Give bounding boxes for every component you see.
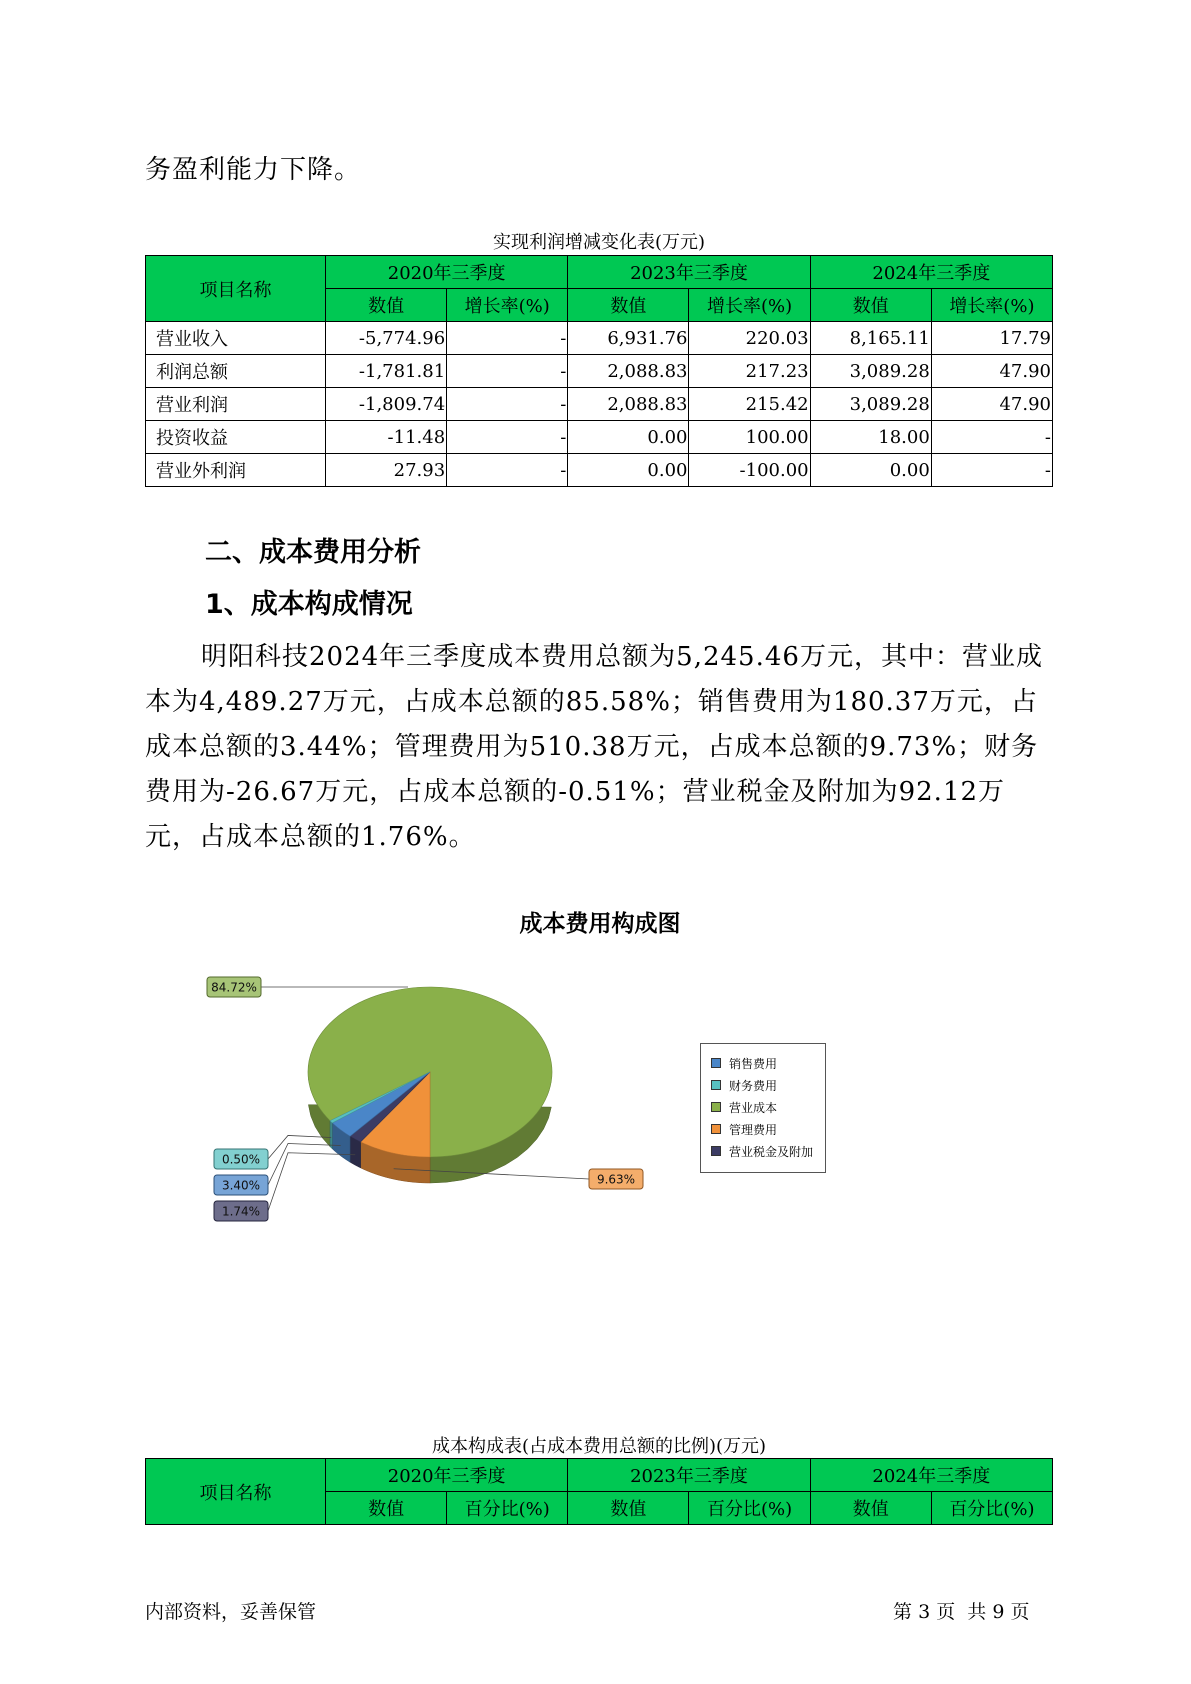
- row-name: 投资收益: [146, 421, 326, 454]
- cell-value: -: [447, 388, 568, 421]
- data-label: 3.40%: [221, 1178, 261, 1193]
- cell-value: 18.00: [810, 421, 931, 454]
- cost-paragraph: 明阳科技2024年三季度成本费用总额为5,245.46万元，其中：营业成本为4,489.27万元，占成本总额的85.58%；销售费用为180.37万元，占成本总额的3.44%；管理费用为510.38万元，占成本总额的9.73%；财务费用为-26.67万元，占成本总额的-0.51%；营业税金及附加为92.12万元，占成本总额的1.76%。: [145, 642, 1043, 852]
- col-header-2020: 2020年三季度: [326, 256, 568, 289]
- sub-header-value: 数值: [326, 1492, 447, 1525]
- cell-value: -: [447, 355, 568, 388]
- cell-value: 220.03: [689, 322, 810, 355]
- sub-header-value: 数值: [568, 289, 689, 322]
- leader-line: [268, 1135, 331, 1159]
- cell-value: -: [447, 322, 568, 355]
- sub-header-value: 数值: [326, 289, 447, 322]
- sub-header-pct: 百分比(%): [931, 1492, 1052, 1525]
- page-number: 3: [918, 1601, 931, 1623]
- cell-value: -5,774.96: [326, 322, 447, 355]
- legend-item: [701, 1140, 825, 1162]
- legend-swatch: [711, 1146, 721, 1156]
- cell-value: -11.48: [326, 421, 447, 454]
- col-header-name: 项目名称: [146, 256, 326, 322]
- legend-item: [701, 1118, 825, 1140]
- cell-value: 3,089.28: [810, 388, 931, 421]
- cell-value: 3,089.28: [810, 355, 931, 388]
- legend-label: 财务费用: [729, 1078, 778, 1093]
- cell-value: 2,088.83: [568, 388, 689, 421]
- data-label: 9.63%: [596, 1172, 636, 1187]
- col-header-2024: 2024年三季度: [810, 256, 1052, 289]
- col-header-2023: 2023年三季度: [568, 256, 810, 289]
- cell-value: 0.00: [810, 454, 931, 487]
- col-header-name: 项目名称: [146, 1459, 326, 1525]
- legend-item: [701, 1052, 825, 1074]
- legend-label: 营业成本: [729, 1100, 778, 1115]
- row-name: 营业收入: [146, 322, 326, 355]
- chart-title: 成本费用构成图: [519, 911, 681, 937]
- sub-header-rate: 增长率(%): [931, 289, 1052, 322]
- row-name: 营业利润: [146, 388, 326, 421]
- col-header-2023: 2023年三季度: [568, 1459, 810, 1492]
- col-header-2020: 2020年三季度: [326, 1459, 568, 1492]
- cell-value: 0.00: [568, 421, 689, 454]
- sub-header-rate: 增长率(%): [447, 289, 568, 322]
- cell-value: 215.42: [689, 388, 810, 421]
- page-total: 9: [992, 1601, 1005, 1623]
- data-label: 0.50%: [221, 1152, 261, 1167]
- cell-value: 2,088.83: [568, 355, 689, 388]
- cost-table: [145, 1458, 1053, 1525]
- legend-item: [701, 1096, 825, 1118]
- cell-value: 27.93: [326, 454, 447, 487]
- sub-header-value: 数值: [810, 1492, 931, 1525]
- cell-value: 0.00: [568, 454, 689, 487]
- cell-value: -1,809.74: [326, 388, 447, 421]
- row-name: 营业外利润: [146, 454, 326, 487]
- cell-value: 217.23: [689, 355, 810, 388]
- row-name: 利润总额: [146, 355, 326, 388]
- cell-value: -: [931, 454, 1052, 487]
- sub-header-value: 数值: [810, 289, 931, 322]
- cell-value: -: [931, 421, 1052, 454]
- legend-swatch: [711, 1102, 721, 1112]
- data-label: 84.72%: [211, 980, 257, 995]
- legend-swatch: [711, 1080, 721, 1090]
- chart-legend: [700, 1043, 826, 1173]
- cell-value: 100.00: [689, 421, 810, 454]
- cell-value: 47.90: [931, 355, 1052, 388]
- legend-label: 销售费用: [729, 1056, 778, 1071]
- cell-value: 6,931.76: [568, 322, 689, 355]
- cell-value: 17.79: [931, 322, 1052, 355]
- legend-swatch: [711, 1124, 721, 1134]
- sub-header-rate: 增长率(%): [689, 289, 810, 322]
- legend-label: 营业税金及附加: [729, 1144, 814, 1159]
- legend-label: 管理费用: [729, 1122, 778, 1137]
- col-header-2024: 2024年三季度: [810, 1459, 1052, 1492]
- cell-value: -100.00: [689, 454, 810, 487]
- legend-swatch: [711, 1058, 721, 1068]
- legend-item: [701, 1074, 825, 1096]
- sub-header-pct: 百分比(%): [447, 1492, 568, 1525]
- cell-value: -: [447, 454, 568, 487]
- footer-note: 内部资料，妥善保管: [145, 1601, 317, 1623]
- leader-line: [268, 1153, 355, 1211]
- footer-page: 第 3 页 共 9 页: [893, 1601, 1030, 1623]
- cost-table-caption: 成本构成表(占成本费用总额的比例)(万元): [431, 1436, 767, 1457]
- cell-value: 8,165.11: [810, 322, 931, 355]
- data-label: 1.74%: [221, 1204, 261, 1219]
- profit-table-caption: 实现利润增减变化表(万元): [492, 232, 706, 253]
- intro-tail: 务盈利能力下降。: [145, 155, 362, 185]
- cell-value: 47.90: [931, 388, 1052, 421]
- sub-header-value: 数值: [568, 1492, 689, 1525]
- section-heading: 二、成本费用分析: [205, 537, 421, 568]
- subsection-heading: 1、成本构成情况: [205, 589, 413, 620]
- cell-value: -1,781.81: [326, 355, 447, 388]
- sub-header-pct: 百分比(%): [689, 1492, 810, 1525]
- cell-value: -: [447, 421, 568, 454]
